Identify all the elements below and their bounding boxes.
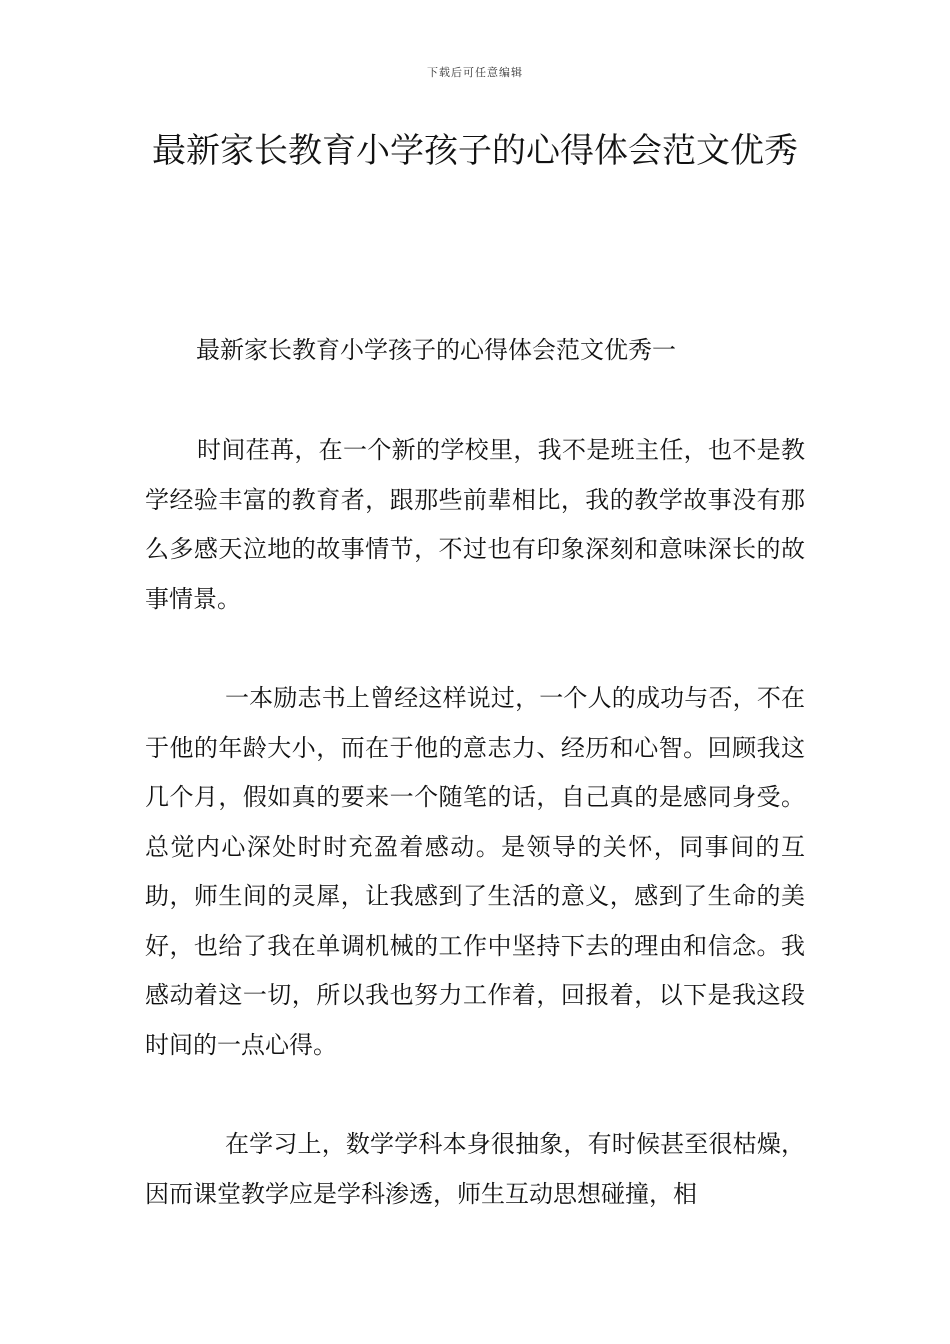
paragraph-3: 在学习上，数学学科本身很抽象，有时候甚至很枯燥，因而课堂教学应是学科渗透，师生互动思想碰撞，相 — [145, 1130, 805, 1208]
paragraph-1: 时间荏苒，在一个新的学校里，我不是班主任，也不是教学经验丰富的教育者，跟那些前辈相比，我的教学故事没有那么多感天泣地的故事情节，不过也有印象深刻和意味深长的故事情景。 — [145, 436, 805, 613]
section-heading: 最新家长教育小学孩子的心得体会范文优秀一 — [196, 336, 676, 364]
document-title: 最新家长教育小学孩子的心得体会范文优秀 — [152, 131, 798, 171]
header-note: 下载后可任意编辑 — [427, 66, 523, 79]
paragraph-2: 一本励志书上曾经这样说过，一个人的成功与否，不在于他的年龄大小，而在于他的意志力、经历和心智。回顾我这几个月，假如真的要来一个随笔的话，自己真的是感同身受。总觉内心深处时时充盈着感动。是领导的关怀，同事间的互助，师生间的灵犀，让我感到了生活的意义，感到了生命的美好，也给了我在单调机械的工作中坚持下去的理由和信念。我感动着这一切，所以我也努力工作着，回报着，以下是我这段时间的一点心得。 — [145, 684, 805, 1059]
